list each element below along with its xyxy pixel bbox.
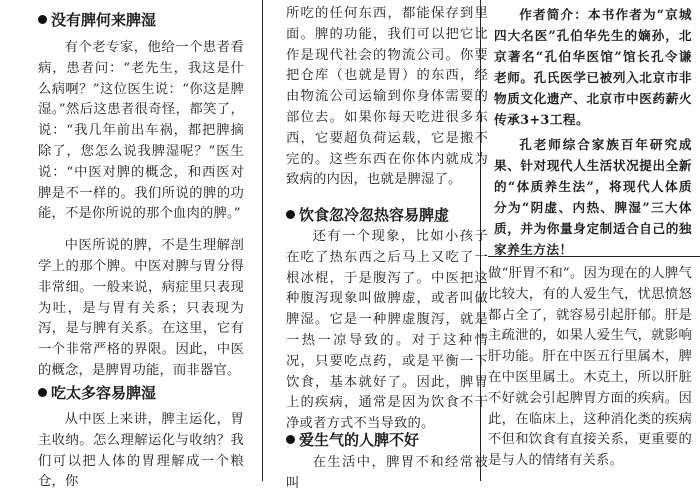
article-column-2	[286, 0, 488, 491]
author-intro: 孔老师综合家族百年研究成果、针对现代人生活状况提出全新的“体质养生法”，将现代人体质分为“阴虚、内热、脾湿”三大体质，并为你量身定制适合自己的独家养生方法！	[494, 137, 692, 257]
bullet-icon	[286, 210, 295, 219]
paragraph: 中医所说的脾，不是生理解剖学上的那个脾。中医对脾与胃分得非常细。一般来说，病症里只表现为吐，是与胃有关系；只表现为泻，是与脾有关系。在这里，它有一个非常严格的界限。因此，中医的概念，是脾胃功能，而非器官。	[38, 238, 244, 378]
author-intro-box	[494, 0, 692, 260]
article-column-3	[488, 0, 700, 481]
section-heading	[286, 205, 488, 225]
intro-divider	[488, 256, 700, 257]
bullet-icon	[286, 435, 295, 444]
bullet-icon	[38, 388, 47, 397]
paragraph: 在生活中，脾胃不和经常被叫	[286, 455, 488, 491]
author-intro-text: 本书作者为“京城四大名医”孔伯华先生的嫡孙，北京著名“孔伯华医馆”馆长孔令谦老师。孔氏医学已被列入北京市非物质文化遗产、北京市中医药薪火传承3+3工程。	[494, 7, 692, 127]
section-heading	[286, 430, 488, 450]
paragraph: 做“肝胃不和”。因为现在的人脾气比较大，有的人爱生气，忧思愤怒都占全了，就容易引起肝郁。肝是主疏泄的，如果人爱生气，就影响肝功能。肝在中医五行里属木，脾在中医里属土。木克土，所以肝脏不好就会引起脾胃方面的疾病。因此，在临床上，这种消化类的疾病不但和饮食有直接关系，更重要的是与人的情绪有关系。	[488, 266, 692, 469]
paragraph: 所吃的任何东西，都能保存到里面。脾的功能，我们可以把它比作是现代社会的物流公司。你要把仓库（也就是胃）的东西，经由物流公司运输到你身体需要的部位去。如果你每天吃进很多东西，它要超负荷运载，它是搬不完的。这些东西在你体内就成为致病的内因，也就是脾湿了。	[286, 6, 488, 188]
bullet-icon	[38, 15, 47, 24]
section-heading	[38, 383, 244, 403]
paragraph: 从中医上来讲，脾主运化，胃主收纳。怎么理解运化与收纳？我们可以把人体的胃理解成一个粮仓，你	[38, 412, 244, 490]
column-divider	[262, 0, 263, 481]
section-heading-text: 饮食忽冷忽热容易脾虚	[299, 206, 450, 224]
author-intro-label: 作者简介：	[519, 7, 588, 22]
section-heading	[38, 10, 244, 30]
section-heading-text: 爱生气的人脾不好	[299, 431, 420, 449]
paragraph: 还有一个现象，比如小孩子在吃了热东西之后马上又吃了一根冰棍，于是腹泻了。中医把这种腹泻现象叫做脾虚，或者叫做脾湿。它是一种脾虚腹泻，就是一热一凉导致的。对于这种情况，只要吃点药，或是平衡一下饮食，基本就好了。因此，脾胃上的疾病，通常是因为饮食不干净或者方式不当导致的。	[286, 229, 488, 432]
section-heading-text: 吃太多容易脾湿	[51, 384, 157, 402]
author-intro	[494, 4, 692, 130]
paragraph: 有个老专家，他给一个患者看病，患者问：“老先生，我这是什么病啊？”这位医生说：“你这是脾湿。”然后这患者很奇怪，都笑了，说：“我几年前出车祸，都把脾摘除了，您怎么说我脾湿呢？”医生说：“中医对脾的概念，和西医对脾是不一样的。我们所说的脾的功能，不是你所说的那个血肉的脾。”	[38, 40, 244, 222]
article-column-1	[38, 0, 244, 490]
section-heading-text: 没有脾何来脾湿	[51, 11, 157, 29]
